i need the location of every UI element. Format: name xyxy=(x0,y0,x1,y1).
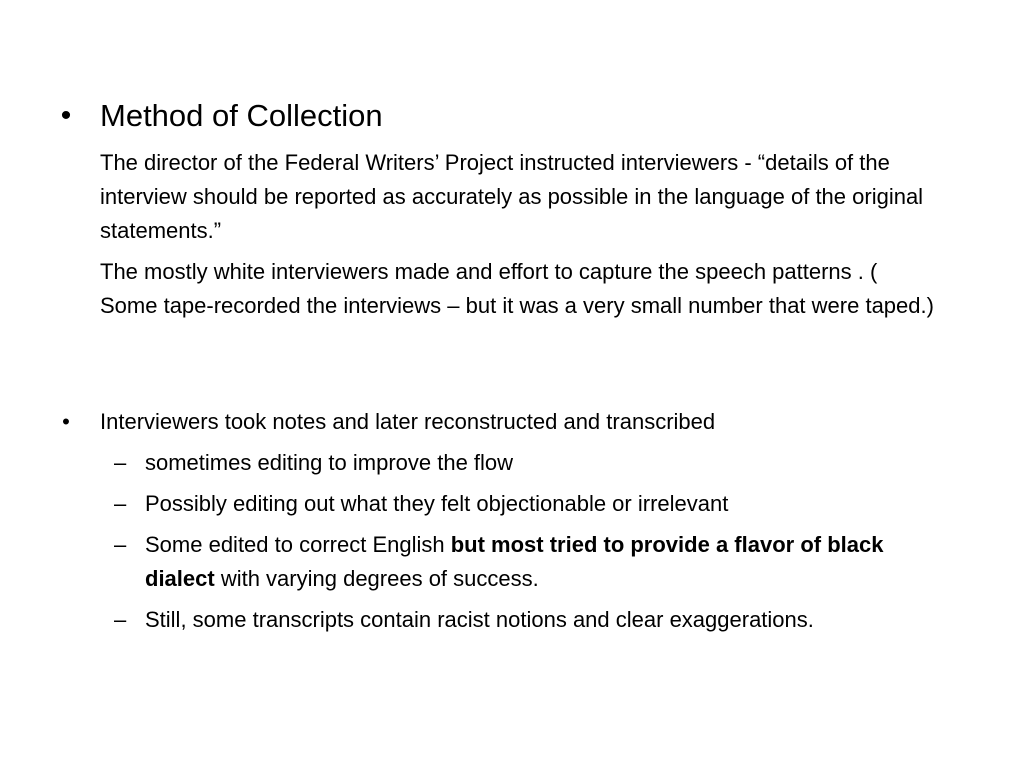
list-item xyxy=(0,528,1024,596)
bullet-icon: • xyxy=(60,99,72,132)
paragraph-director-instruction: The director of the Federal Writers’ Project instructed interviewers - “details of the interview should be reported as accurately as possible in the language of the original statements.” xyxy=(100,150,924,243)
sub-item-text-bold: but most tried to provide a flavor of black dialect xyxy=(145,532,884,591)
sub-item-text-before: Some edited to correct English xyxy=(145,532,451,557)
list-item xyxy=(0,446,1024,480)
interviewers-bullet-text: Interviewers took notes and later reconstructed and transcribed xyxy=(100,409,716,434)
sub-item-text xyxy=(145,528,945,596)
sub-item-text: sometimes editing to improve the flow xyxy=(145,450,514,475)
slide-heading: Method of Collection xyxy=(100,98,383,133)
sub-item-text-after: with varying degrees of success. xyxy=(214,566,539,591)
dash-icon: – xyxy=(114,607,127,632)
dash-icon: – xyxy=(114,450,127,475)
sub-bullet-list xyxy=(0,446,1024,644)
dash-icon: – xyxy=(114,532,127,557)
paragraph-speech-patterns: The mostly white interviewers made and effort to capture the speech patterns . ( Some tape-recorded the interviews – but it was a very small number that were taped.) xyxy=(100,259,934,318)
bullet-icon: • xyxy=(62,409,70,434)
dash-icon: – xyxy=(114,491,127,516)
sub-item-text: Possibly editing out what they felt objectionable or irrelevant xyxy=(145,491,729,516)
list-item xyxy=(0,603,1024,637)
list-item xyxy=(0,487,1024,521)
sub-item-text: Still, some transcripts contain racist notions and clear exaggerations. xyxy=(145,607,814,632)
